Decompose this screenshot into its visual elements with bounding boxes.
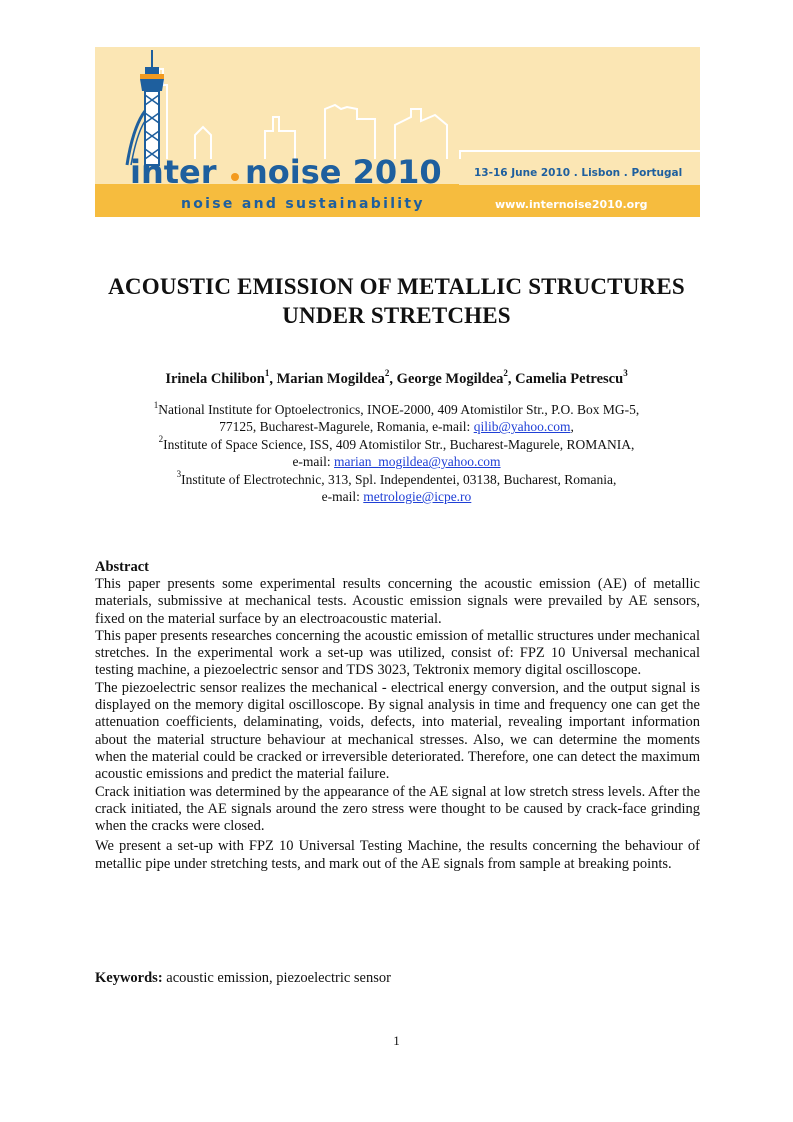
paper-title (60, 272, 733, 330)
author-affiliation-mark: 1 (264, 368, 270, 379)
banner-tagline: noise and sustainability (181, 196, 425, 212)
abstract-paragraph: This paper presents researches concerning the acoustic emission of metallic structures under mechanical stretches. In the experimental work a set-up was utilized, consist of: FPZ 10 Universal mechanical testing machine, a piezoelectric sensor and TDS 3023, Tektronix memory digital oscilloscope. (95, 627, 700, 679)
banner-graphic (95, 47, 700, 217)
author-separator: , (389, 371, 397, 387)
affiliation-2-line-2 (60, 453, 733, 470)
abstract-paragraph: The piezoelectric sensor realizes the mechanical - electrical energy conversion, and the output signal is displayed on the memory digital oscilloscope. By signal analysis in time and frequency one can get the attenuation coefficients, delaminating, voids, defects, into material, revealing important information about the material structure behaviour at mechanical stresses. Also, we can determine the moments when the material could be cracked or irreversible deteriorated. Therefore, one can detect the maximum acoustic emissions and predict the material failure. (95, 679, 700, 783)
affiliation-text: Institute of Space Science, ISS, 409 Atomistilor Str., Bucharest-Magurele, ROMANIA, (163, 436, 635, 452)
author-separator: , (269, 371, 277, 387)
email-link-3[interactable]: metrologie@icpe.ro (363, 489, 472, 505)
author-name: Marian Mogildea (276, 371, 385, 387)
author-affiliation-mark: 3 (623, 368, 628, 379)
abstract-paragraph: Crack initiation was determined by the appearance of the AE signal at low stretch stress levels. After the crack initiated, the AE signals around the zero stress were thought to be caused by crack-face grinding when the cracks were closed. (95, 783, 700, 835)
page-number: 1 (393, 1033, 400, 1048)
affiliation-text: Institute of Electrotechnic, 313, Spl. Independentei, 03138, Bucharest, Romania, (181, 471, 617, 487)
author-list (60, 368, 733, 388)
banner-website[interactable]: www.internoise2010.org (495, 198, 648, 211)
affiliation-text: 77125, Bucharest-Magurele, Romania, e-mail: (219, 419, 474, 435)
abstract-section (95, 559, 700, 873)
logo-inter: inter (130, 153, 217, 191)
affiliation-2-line-1 (60, 436, 733, 453)
affiliation-1-line-1 (60, 401, 733, 418)
author-name: George Mogildea (396, 371, 504, 387)
author-affiliation-mark: 2 (384, 368, 390, 379)
affiliation-mark: 2 (158, 434, 164, 445)
affiliation-mark: 3 (176, 469, 182, 480)
affiliation-text: e-mail: (292, 454, 335, 470)
logo-dot (231, 173, 239, 181)
affiliations (60, 401, 733, 505)
title-line-2: UNDER STRETCHES (282, 303, 511, 328)
abstract-heading: Abstract (95, 559, 149, 575)
author-name: Irinela Chilibon (165, 371, 265, 387)
affiliation-3-line-1 (60, 471, 733, 488)
author-name: Camelia Petrescu (515, 371, 624, 387)
affiliation-text: e-mail: (321, 489, 364, 505)
abstract-paragraph: We present a set-up with FPZ 10 Universal Testing Machine, the results concerning the behaviour of metallic pipe under stretching tests, and mark out of the AE signals from sample at breaking points. (95, 838, 700, 872)
email-link-2[interactable]: marian_mogildea@yahoo.com (334, 454, 501, 470)
title-line-1: ACOUSTIC EMISSION OF METALLIC STRUCTURES (108, 274, 685, 299)
affiliation-3-line-2 (60, 488, 733, 505)
keywords-text: acoustic emission, piezoelectric sensor (162, 970, 391, 986)
conference-banner (95, 47, 700, 217)
keywords-label: Keywords: (95, 970, 163, 986)
author-separator: , (507, 371, 516, 387)
logo-noise-2010: noise 2010 (245, 153, 442, 191)
author-affiliation-mark: 2 (503, 368, 508, 379)
affiliation-text: National Institute for Optoelectronics, INOE-2000, 409 Atomistilor Str., P.O. Box MG-5, (158, 402, 640, 417)
affiliation-text: , (570, 419, 574, 435)
event-info: 13-16 June 2010 . Lisbon . Portugal (474, 167, 683, 179)
abstract-paragraph: This paper presents some experimental results concerning the acoustic emission (AE) of metallic materials, submissive at mechanical tests. Acoustic emission signals were prevailed by AE sensors, fixed on the material surface by an electroacoustic material. (95, 576, 700, 627)
email-link-1[interactable]: qilib@yahoo.com (473, 419, 571, 435)
keywords (95, 970, 700, 987)
affiliation-mark: 1 (153, 399, 159, 410)
